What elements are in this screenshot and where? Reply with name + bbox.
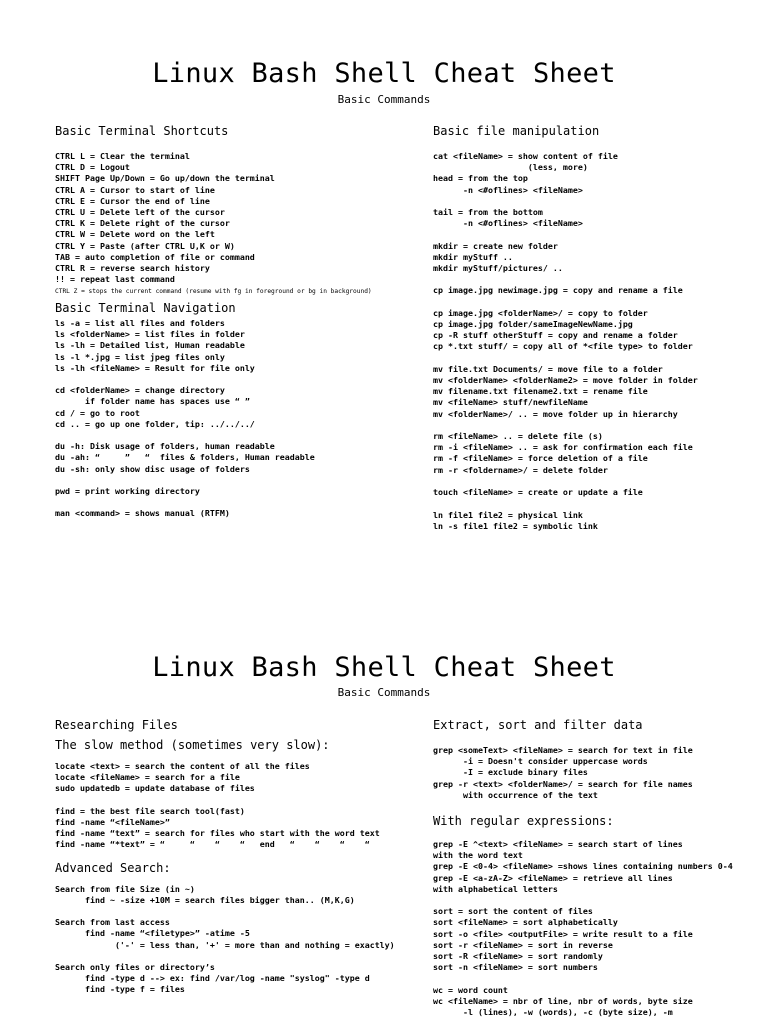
advanced-search-heading: Advanced Search: <box>55 860 171 875</box>
terminal-shortcuts-section <box>55 124 400 298</box>
text-line: CTRL K = Delete right of the cursor <box>55 218 230 229</box>
text-line: -I = exclude binary files <box>433 767 588 778</box>
text-line: pwd = print working directory <box>55 486 200 497</box>
text-line: sort -n <fileName> = sort numbers <box>433 962 598 973</box>
text-line <box>55 906 400 917</box>
text-line: sort <fileName> = sort alphabetically <box>433 917 618 928</box>
text-line: Search only files or directory’s <box>55 962 215 973</box>
text-line <box>433 895 768 906</box>
text-line: mv filename.txt filename2.txt = rename file <box>433 386 648 397</box>
section-heading: Researching Files <box>55 718 178 732</box>
shortcut-note: CTRL Z = stops the current command (resume with fg in foreground or bg in background) <box>55 288 372 296</box>
text-line: CTRL W = Delete word on the left <box>55 229 215 240</box>
text-line: mv file.txt Documents/ = move file to a folder <box>433 363 663 374</box>
text-line: man <command> = shows manual (RTFM) <box>55 508 230 519</box>
file-manipulation-lines <box>433 151 768 532</box>
text-line <box>433 973 768 984</box>
text-line: grep -E ^<text> <fileName> = search start of lines <box>433 839 683 850</box>
text-line: CTRL A = Cursor to start of line <box>55 184 215 195</box>
text-line: touch <fileName> = create or update a file <box>433 487 643 498</box>
text-line <box>55 795 400 806</box>
text-line: cp image.jpg <folderName>/ = copy to folder <box>433 307 648 318</box>
text-line: sort = sort the content of files <box>433 906 593 917</box>
section-heading: Basic file manipulation <box>433 124 600 138</box>
text-line: find -type d --> ex: find /var/log -name "syslog" -type d <box>55 973 370 984</box>
text-line: sort -r <fileName> = sort in reverse <box>433 939 613 950</box>
text-line: mv <folderName> <folderName2> = move folder in folder <box>433 375 698 386</box>
text-line: cp -R stuff otherStuff = copy and rename a folder <box>433 330 678 341</box>
text-line: cp image.jpg newimage.jpg = copy and rename a file <box>433 285 683 296</box>
slow-method-lines <box>55 761 400 851</box>
advanced-search-lines <box>55 884 400 996</box>
text-line <box>433 274 768 285</box>
text-line: CTRL R = reverse search history <box>55 263 210 274</box>
text-line: CTRL Y = Paste (after CTRL U,K or W) <box>55 240 235 251</box>
text-line: ls -lh <fileName> = Result for file only <box>55 362 255 373</box>
section-heading: Extract, sort and filter data <box>433 718 643 732</box>
section-heading: Basic Terminal Shortcuts <box>55 124 229 138</box>
text-line: grep -r <text> <folderName>/ = search for file names <box>433 778 693 789</box>
text-line: CTRL E = Cursor the end of line <box>55 195 210 206</box>
text-line: if folder name has spaces use “ ” <box>55 396 250 407</box>
text-line: CTRL U = Delete left of the cursor <box>55 207 225 218</box>
text-line: ls -a = list all files and folders <box>55 318 225 328</box>
text-line: rm <fileName> .. = delete file (s) <box>433 431 603 442</box>
regex-heading: With regular expressions: <box>433 814 614 829</box>
text-line: sudo updatedb = update database of files <box>55 783 255 794</box>
text-line: head = from the top <box>433 173 528 184</box>
text-line: find -type f = files <box>55 984 185 995</box>
text-line <box>433 229 768 240</box>
text-line: ln file1 file2 = physical link <box>433 509 583 520</box>
text-line: find = the best file search tool(fast) <box>55 805 245 816</box>
text-line: mkdir myStuff .. <box>433 251 513 262</box>
text-line: grep -E <a-zA-Z> <fileName> = retrieve all lines <box>433 872 673 883</box>
text-line: cat <fileName> = show content of file <box>433 151 618 161</box>
text-line: mv <fileName> stuff/newfileName <box>433 397 588 408</box>
text-line <box>55 430 400 441</box>
text-line: (less, more) <box>433 162 588 173</box>
text-line: Search from last access <box>55 917 170 928</box>
text-line: cp *.txt stuff/ = copy all of *<file type> to folder <box>433 341 693 352</box>
text-line: cd <folderName> = change directory <box>55 385 225 396</box>
text-line: find -name “*text” = “ “ “ “ end “ “ “ “ <box>55 839 370 850</box>
shortcut-lines <box>55 151 400 285</box>
text-line <box>55 951 400 962</box>
text-line: rm -f <fileName> = force deletion of a file <box>433 453 648 464</box>
text-line: !! = repeat last command <box>55 274 175 285</box>
text-line <box>433 476 768 487</box>
text-line: find -name “text” = search for files who start with the word text <box>55 828 380 839</box>
text-line: with occurrence of the text <box>433 789 598 800</box>
navigation-lines <box>55 318 400 520</box>
page-subtitle: Basic Commands <box>337 93 431 106</box>
text-line: TAB = auto completion of file or command <box>55 251 255 262</box>
terminal-navigation-section <box>55 301 400 520</box>
text-line: du -h: Disk usage of folders, human readable <box>55 441 275 452</box>
grep-lines <box>433 745 768 801</box>
text-line <box>55 497 400 508</box>
text-line: find ~ -size +10M = search files bigger than.. (M,K,G) <box>55 894 355 905</box>
text-line: with the word text <box>433 850 523 861</box>
text-line: du -ah: “ ” “ files & folders, Human readable <box>55 452 315 463</box>
text-line <box>55 475 400 486</box>
text-line: cp image.jpg folder/sameImageNewName.jpg <box>433 319 633 330</box>
text-line <box>433 498 768 509</box>
text-line: ('-' = less than, '+' = more than and nothing = exactly) <box>55 939 395 950</box>
text-line: ls -l *.jpg = list jpeg files only <box>55 351 225 362</box>
text-line: grep <someText> <fileName> = search for text in file <box>433 745 693 755</box>
text-line: tail = from the bottom <box>433 207 543 218</box>
text-line: -n <#oflines> <fileName> <box>433 184 583 195</box>
file-manipulation-section <box>433 124 768 532</box>
page-title: Linux Bash Shell Cheat Sheet <box>152 652 616 683</box>
text-line: cd / = go to root <box>55 407 140 418</box>
text-line: wc = word count <box>433 984 508 995</box>
text-line: ln -s file1 file2 = symbolic link <box>433 520 598 531</box>
text-line: ls -lh = Detailed list, Human readable <box>55 340 245 351</box>
text-line: locate <text> = search the content of all the files <box>55 761 310 771</box>
section-heading: Basic Terminal Navigation <box>55 301 236 315</box>
text-line <box>433 353 768 364</box>
text-line: mv <folderName>/ .. = move folder up in hierarchy <box>433 408 678 419</box>
text-line: grep -E <0-4> <fileName> =shows lines containing numbers 0-4 <box>433 861 733 872</box>
page-title: Linux Bash Shell Cheat Sheet <box>152 58 616 89</box>
text-line: wc <fileName> = nbr of line, nbr of words, byte size <box>433 995 693 1006</box>
text-line: sort -R <fileName> = sort randomly <box>433 951 603 962</box>
text-line: find -name “<filetype>” -atime -5 <box>55 928 250 939</box>
text-line: SHIFT Page Up/Down = Go up/down the terminal <box>55 173 275 184</box>
text-line: Search from file Size (in ~) <box>55 883 195 894</box>
text-line: with alphabetical letters <box>433 883 558 894</box>
text-line <box>55 374 400 385</box>
text-line: CTRL D = Logout <box>55 162 130 173</box>
text-line: -l (lines), -w (words), -c (byte size), -m <box>433 1007 673 1018</box>
text-line: mkdir myStuff/pictures/ .. <box>433 263 563 274</box>
text-line: mkdir = create new folder <box>433 240 558 251</box>
regex-lines <box>433 839 768 1018</box>
text-line <box>433 420 768 431</box>
text-line: CTRL L = Clear the terminal <box>55 151 190 161</box>
text-line: ls <folderName> = list files in folder <box>55 329 245 340</box>
text-line: rm -i <fileName> .. = ask for confirmation each file <box>433 442 693 453</box>
slow-method-heading: The slow method (sometimes very slow): <box>55 738 330 752</box>
text-line: sort -o <file> <outputFile> = write result to a file <box>433 928 693 939</box>
text-line <box>433 297 768 308</box>
researching-files-section <box>55 718 400 996</box>
page-subtitle: Basic Commands <box>337 686 431 699</box>
text-line: find -name “<fileName>” <box>55 817 170 828</box>
text-line: du -sh: only show disc usage of folders <box>55 463 250 474</box>
text-line: -i = Doesn't consider uppercase words <box>433 756 648 767</box>
cheat-sheet-page-2 <box>0 592 768 1024</box>
text-line: locate <fileName> = search for a file <box>55 772 240 783</box>
text-line <box>433 196 768 207</box>
text-line: cd .. = go up one folder, tip: ../../../ <box>55 418 255 429</box>
extract-sort-filter-section <box>433 718 768 1018</box>
text-line: -n <#oflines> <fileName> <box>433 218 583 229</box>
text-line: rm -r <foldername>/ = delete folder <box>433 464 608 475</box>
